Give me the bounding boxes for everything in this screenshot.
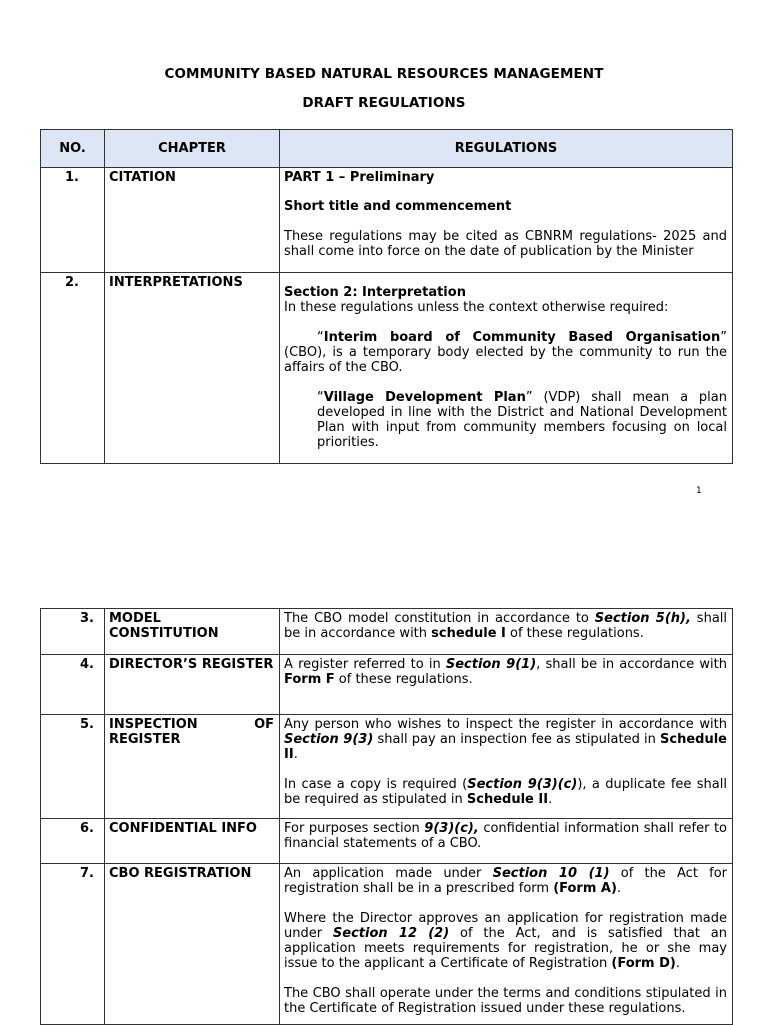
row-regulation xyxy=(280,864,733,1025)
column-header-chapter: CHAPTER xyxy=(105,130,280,168)
document-subtitle: DRAFT REGULATIONS xyxy=(302,95,466,111)
row-chapter: CONFIDENTIAL INFO xyxy=(105,819,280,864)
text-run: of the Act, and is satisfied that an application meets requirements for registration, he or she may issue to the applicant a Certificate of Registration xyxy=(284,926,727,971)
table-row xyxy=(41,715,733,819)
form-reference: (Form A) xyxy=(553,881,617,896)
row-chapter xyxy=(105,715,280,819)
text-run: A register referred to in xyxy=(284,657,446,672)
row-number: 4. xyxy=(41,655,105,715)
form-reference: Form F xyxy=(284,672,335,687)
document-title: COMMUNITY BASED NATURAL RESOURCES MANAGEMENT xyxy=(164,66,604,82)
definition-open-quote: “ xyxy=(317,390,324,405)
text-run: The CBO model constitution in accordance to xyxy=(284,611,595,626)
section-reference: Section 5(h), xyxy=(594,611,691,626)
row-number: 3. xyxy=(41,609,105,655)
row-regulation xyxy=(280,715,733,819)
row-number: 2. xyxy=(41,273,105,464)
regulation-text xyxy=(284,717,727,762)
table-header-row xyxy=(41,130,733,168)
definition-text: ” (VDP) shall mean a plan developed in line with the District and National Development Plan with input from community members focusing on local priorities. xyxy=(317,390,727,450)
section-heading: Short title and commencement xyxy=(284,199,512,214)
text-run: Where the Director approves an application for registration made under xyxy=(284,911,727,941)
row-regulation xyxy=(280,655,733,715)
row-chapter: CITATION xyxy=(105,168,280,273)
regulation-text: These regulations may be cited as CBNRM regulations- 2025 and shall come into force on the date of publication by the Minister xyxy=(284,229,727,259)
text-run: . xyxy=(293,747,298,762)
section-reference: 9(3)(c), xyxy=(424,821,479,836)
text-run: of these regulations. xyxy=(334,672,473,687)
text-run: shall pay an inspection fee as stipulated in xyxy=(373,732,661,747)
regulation-text xyxy=(284,657,727,687)
row-chapter: DIRECTOR’S REGISTER xyxy=(105,655,280,715)
table-row xyxy=(41,864,733,1025)
row-number: 7. xyxy=(41,864,105,1025)
column-header-no: NO. xyxy=(41,130,105,168)
row-regulation xyxy=(280,168,733,273)
regulation-intro: In these regulations unless the context otherwise required: xyxy=(284,300,669,315)
regulation-text: The CBO shall operate under the terms and conditions stipulated in the Certificate of Registration issued under these regulations. xyxy=(284,986,727,1016)
row-number: 5. xyxy=(41,715,105,819)
definition-text: ” (CBO), is a temporary body elected by the community to run the affairs of the CBO. xyxy=(284,330,727,375)
row-chapter: MODEL CONSTITUTION xyxy=(105,609,280,655)
definition-term: Interim board of Community Based Organisation xyxy=(323,330,721,345)
row-regulation xyxy=(280,819,733,864)
row-chapter: CBO REGISTRATION xyxy=(105,864,280,1025)
text-run: . xyxy=(675,956,680,971)
regulation-text xyxy=(284,866,727,896)
regulation-text xyxy=(284,821,727,851)
schedule-reference: schedule I xyxy=(431,626,506,641)
chapter-word: OF xyxy=(254,717,274,732)
text-run: of the Act for registration shall be in a prescribed form xyxy=(284,866,727,896)
text-run: . xyxy=(548,792,553,807)
text-run: . xyxy=(616,881,622,896)
regulation-text xyxy=(284,611,727,641)
schedule-reference: Schedule II xyxy=(284,732,727,762)
part-heading: PART 1 – Preliminary xyxy=(284,170,435,185)
text-run: ), a duplicate fee shall be required as stipulated in xyxy=(284,777,727,807)
row-regulation xyxy=(280,609,733,655)
table-row xyxy=(41,819,733,864)
text-run: confidential information shall refer to financial statements of a CBO. xyxy=(284,821,727,851)
table-row xyxy=(41,655,733,715)
regulations-table-continued xyxy=(40,608,733,1025)
section-reference: Section 12 (2) xyxy=(332,926,450,941)
regulation-text xyxy=(284,777,727,807)
section-reference: Section 9(1) xyxy=(445,657,537,672)
form-reference: (Form D) xyxy=(611,956,676,971)
section-reference: Section 10 (1) xyxy=(492,866,610,881)
table-row xyxy=(41,168,733,273)
text-run: , shall be in accordance with xyxy=(536,657,727,672)
section-heading: Section 2: Interpretation xyxy=(284,285,466,300)
table-row xyxy=(41,273,733,464)
row-chapter: INTERPRETATIONS xyxy=(105,273,280,464)
table-row xyxy=(41,609,733,655)
regulations-table xyxy=(40,129,733,464)
chapter-word: INSPECTION xyxy=(109,717,198,732)
schedule-reference: Schedule II xyxy=(466,792,549,807)
text-run: An application made under xyxy=(284,866,493,881)
definition-cbo xyxy=(284,330,727,375)
text-run: In case a copy is required ( xyxy=(284,777,468,792)
regulation-text xyxy=(284,911,727,971)
text-run: of these regulations. xyxy=(505,626,644,641)
row-number: 1. xyxy=(41,168,105,273)
row-number: 6. xyxy=(41,819,105,864)
definition-open-quote: “ xyxy=(317,330,324,345)
section-reference: Section 9(3) xyxy=(284,732,374,747)
page-number: 1 xyxy=(696,486,702,496)
definition-vdp xyxy=(284,390,727,450)
chapter-line xyxy=(109,717,274,732)
text-run: For purposes section xyxy=(284,821,425,836)
section-reference: Section 9(3)(c) xyxy=(467,777,578,792)
text-run: Any person who wishes to inspect the register in accordance with xyxy=(284,717,727,732)
row-regulation xyxy=(280,273,733,464)
text-run: shall be in accordance with xyxy=(284,611,728,641)
definition-term: Village Development Plan xyxy=(323,390,526,405)
column-header-regulations: REGULATIONS xyxy=(280,130,733,168)
chapter-word: REGISTER xyxy=(109,732,181,747)
